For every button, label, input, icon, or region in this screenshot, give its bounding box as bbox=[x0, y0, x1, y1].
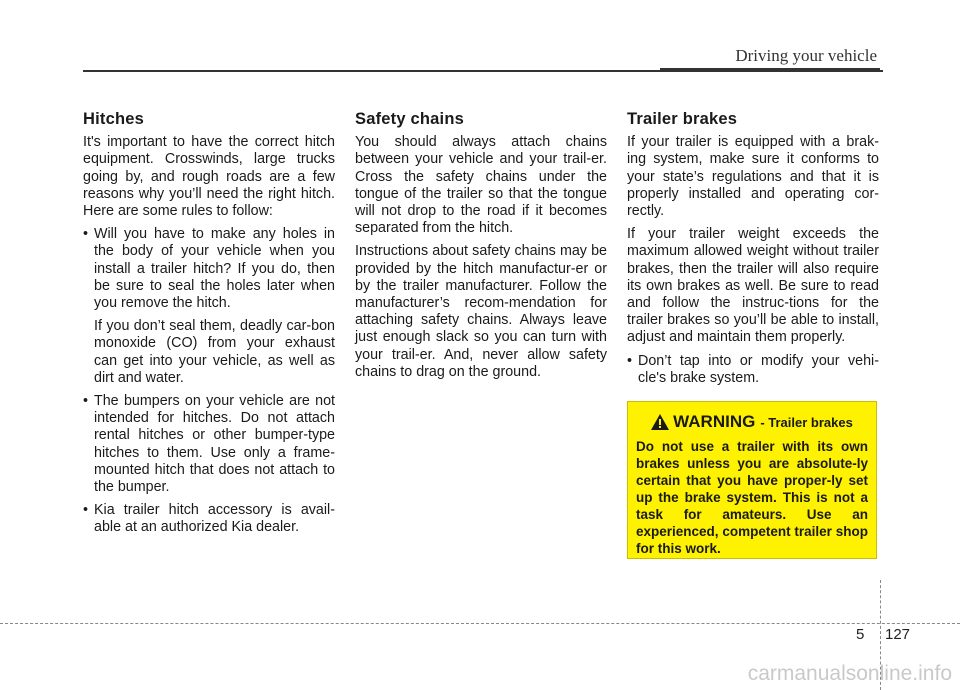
hitches-heading: Hitches bbox=[83, 110, 145, 128]
chapter-number: 5 bbox=[856, 626, 865, 643]
trailer-brakes-heading: Trailer brakes bbox=[627, 110, 738, 128]
trailer-brakes-column bbox=[627, 108, 879, 393]
trailer-brakes-paragraph: If your trailer is equipped with a brak-ing system, make sure it conforms to your state’s regulations and that it is properly installed and operating cor-rectly. bbox=[627, 134, 879, 220]
warning-triangle-icon bbox=[651, 414, 669, 430]
trailer-brakes-bullet bbox=[627, 353, 879, 387]
hitches-bullet-text: Will you have to make any holes in the body of your vehicle when you install a trailer hitch? If you do, then be sure to seal the holes later when you remove the hitch. bbox=[94, 226, 335, 312]
trailer-brakes-bullet-text: Don’t tap into or modify your vehi-cle's brake system. bbox=[638, 352, 879, 386]
safety-chains-paragraph: Instructions about safety chains may be provided by the hitch manufactur-er or by the trailer manufacturer. Follow the manufacturer’s recom-mendation for attaching safety chains. Always leave just enough slack so you can turn with your trail-er. And, never allow safety chains to drag on the ground. bbox=[355, 243, 607, 380]
bullet-icon: • bbox=[83, 502, 89, 519]
watermark: carmanualsonline.info bbox=[747, 662, 952, 685]
footer-rule bbox=[0, 623, 960, 624]
warning-title: WARNING bbox=[673, 412, 756, 431]
header-rule-accent bbox=[660, 68, 880, 72]
trailer-brakes-paragraph: If your trailer weight exceeds the maximum allowed weight without trailer brakes, then the trailer will also require its own brakes as well. Be sure to read and follow the instruc-tions for the trailer brakes so you’ll be able to install, adjust and maintain them properly. bbox=[627, 226, 879, 346]
bullet-icon: • bbox=[83, 393, 89, 410]
warning-box bbox=[627, 401, 877, 559]
hitches-bullet-continuation: If you don’t seal them, deadly car-bon monoxide (CO) from your exhaust can get into your vehicle, as well as dirt and water. bbox=[94, 318, 335, 386]
hitches-bullet bbox=[83, 502, 335, 536]
safety-chains-column bbox=[355, 108, 607, 387]
warning-header bbox=[636, 412, 868, 432]
bullet-icon: • bbox=[627, 352, 633, 369]
hitches-bullet bbox=[83, 226, 335, 312]
section-header: Driving your vehicle bbox=[735, 46, 877, 65]
warning-subtitle: - Trailer brakes bbox=[760, 414, 853, 430]
hitches-bullet bbox=[83, 393, 335, 496]
hitches-intro: It's important to have the correct hitch equipment. Crosswinds, large trucks going by, and rough roads are a few reasons why you’ll need the right hitch. Here are some rules to follow: bbox=[83, 134, 335, 220]
bullet-icon: • bbox=[83, 226, 89, 243]
safety-chains-paragraph: You should always attach chains between your vehicle and your trail-er. Cross the safety chains under the tongue of the trailer so that the tongue will not drop to the road if it becomes separated from the hitch. bbox=[355, 134, 607, 237]
hitches-bullet-text: The bumpers on your vehicle are not intended for hitches. Do not attach rental hitches or other bumper-type hitches to them. Use only a frame-mounted hitch that does not attach to the bumper. bbox=[94, 393, 335, 496]
page-number: 127 bbox=[885, 626, 911, 643]
hitches-column bbox=[83, 108, 335, 543]
safety-chains-heading: Safety chains bbox=[355, 110, 464, 128]
hitches-bullet-text: Kia trailer hitch accessory is avail-able at an authorized Kia dealer. bbox=[94, 502, 335, 536]
warning-body: Do not use a trailer with its own brakes unless you are absolute-ly certain that you have proper-ly set up the brake system. This is not a task for amateurs. Use an experienced, competent trailer shop for this work. bbox=[636, 439, 868, 556]
